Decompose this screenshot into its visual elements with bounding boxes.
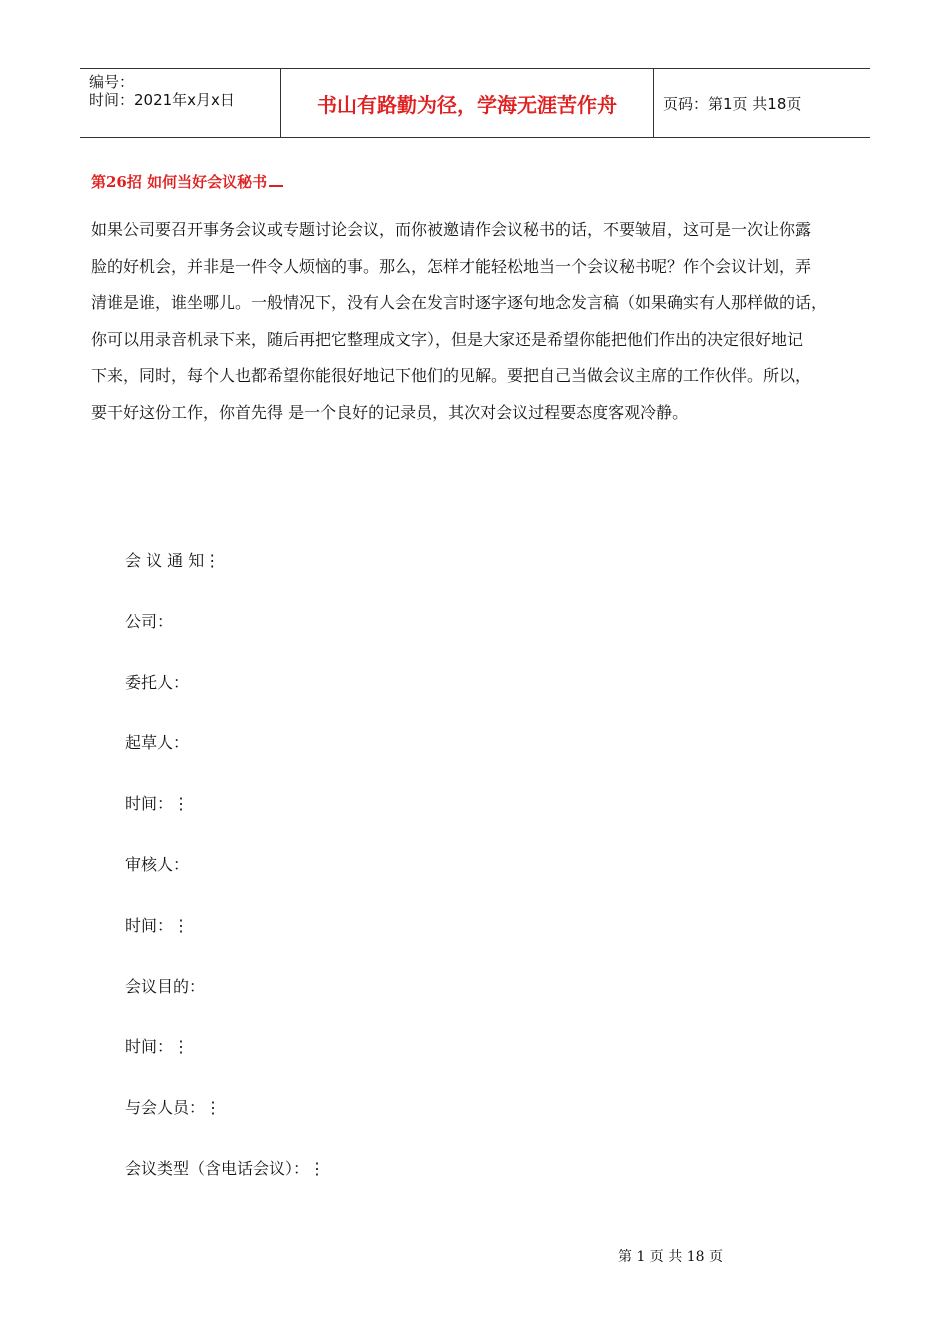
form-field-label: 会 议 通 知⋮ (125, 551, 221, 570)
article-title-text: 第26招 如何当好会议秘书 (91, 173, 268, 191)
form-field-label: 委托人： (125, 672, 190, 692)
form-field-label: 公司： (125, 611, 174, 631)
header-motto-cell (281, 69, 654, 137)
meeting-notice-form (125, 547, 625, 1216)
header-meta-cell (80, 69, 281, 137)
form-field (125, 912, 625, 973)
article-paragraph (91, 212, 863, 431)
form-field-label: 时间：⋮ (125, 915, 190, 935)
form-field (125, 547, 625, 608)
footer-page-number: 第 1 页 共 18 页 (618, 1249, 723, 1265)
form-field (125, 851, 625, 912)
form-field-label: 与会人员：⋮ (125, 1098, 222, 1118)
form-field-label: 起草人： (125, 733, 190, 753)
form-field (125, 973, 625, 1034)
paragraph-line: 要干好这份工作，你首先得 是一个良好的记录员，其次对会议过程要态度客观冷静。 (91, 402, 689, 422)
paragraph-line: 如果公司要召开事务会议或专题讨论会议，而你被邀请作会议秘书的话，不要皱眉，这可是一次让你露 (91, 220, 812, 239)
paragraph-line: 脸的好机会，并非是一件令人烦恼的事。那么，怎样才能轻松地当一个会议秘书呢？作个会议计划，弄 (91, 256, 812, 276)
paragraph-line: 下来，同时，每个人也都希望你能很好地记下他们的见解。要把自己当做会议主席的工作伙伴。所以， (91, 366, 812, 385)
form-field (125, 729, 625, 790)
form-field-label: 审核人： (125, 854, 190, 874)
form-field-label: 会议类型（含电话会议）：⋮ (125, 1158, 326, 1178)
title-underline-mark (269, 175, 283, 187)
document-number-label: 编号： (89, 73, 135, 91)
paragraph-line: 清谁是谁，谁坐哪儿。一般情况下，没有人会在发言时逐字逐句地念发言稿（如果确实有人那样做的话， (91, 293, 828, 312)
form-field (125, 669, 625, 730)
form-field (125, 1033, 625, 1094)
document-time-label: 时间：2021年x月x日 (89, 91, 235, 109)
form-field (125, 608, 625, 669)
paragraph-line: 你可以用录音机录下来，随后再把它整理成文字），但是大家还是希望你能把他们作出的决定很好地记 (91, 329, 804, 349)
header-table (80, 68, 870, 138)
page-footer (618, 1246, 723, 1266)
motto-text: 书山有路勤为径，学海无涯苦作舟 (317, 92, 617, 117)
header-page-cell (654, 69, 870, 137)
article-title (91, 171, 283, 192)
form-field (125, 1155, 625, 1216)
form-field-label: 会议目的： (125, 976, 206, 996)
form-field (125, 1094, 625, 1155)
header-page-info: 页码：第1页 共18页 (663, 94, 802, 113)
form-field (125, 790, 625, 851)
form-field-label: 时间：⋮ (125, 794, 190, 814)
form-field-label: 时间：⋮ (125, 1037, 190, 1057)
